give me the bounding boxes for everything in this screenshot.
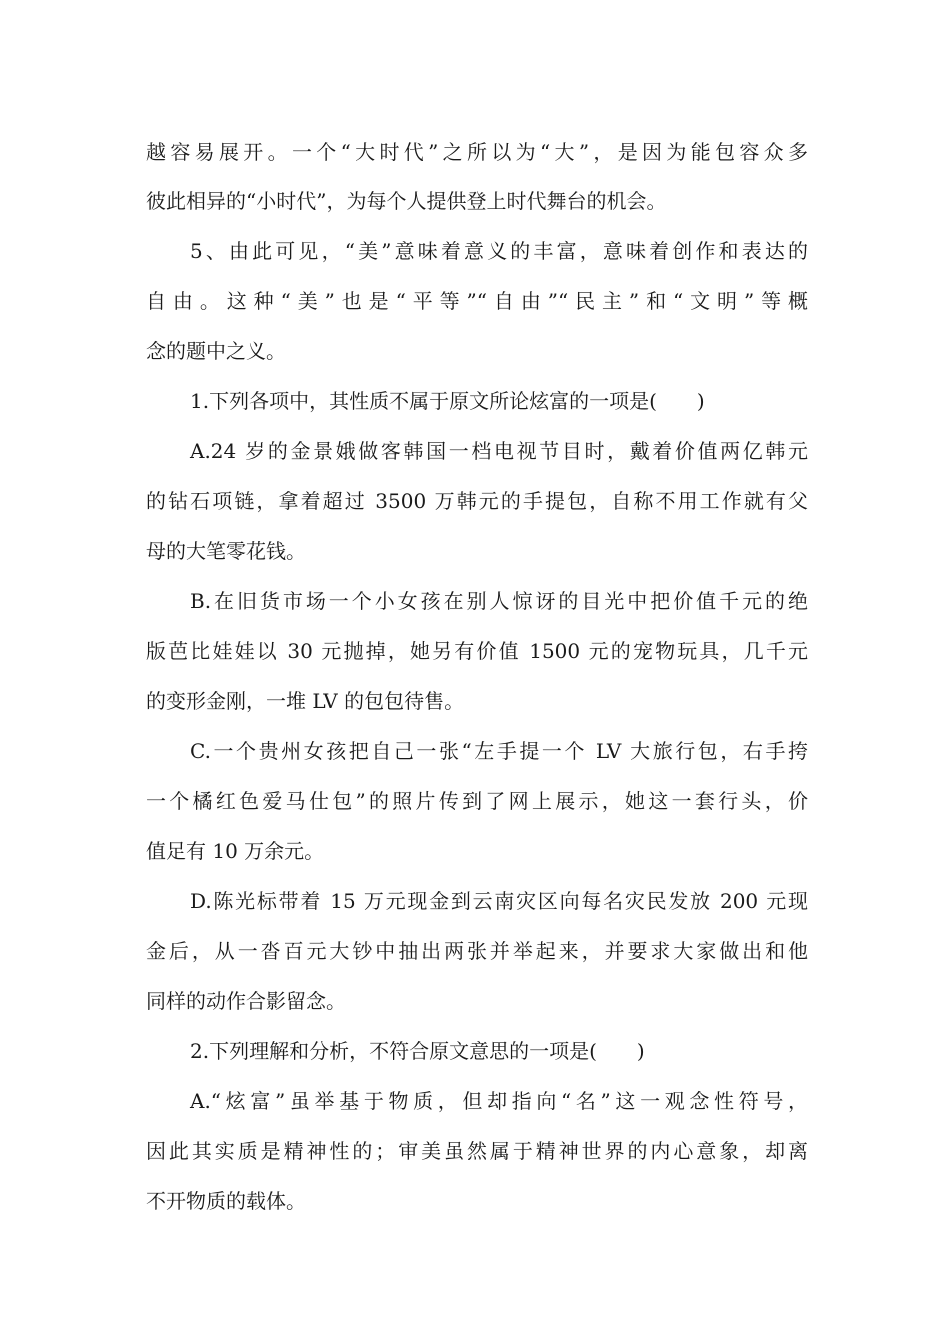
text-line: 同样的动作合影留念。 — [146, 989, 346, 1013]
question-1-option-d: D.陈光标带着 15 万元现金到云南灾区向每名灾民发放 200 元现 — [190, 889, 808, 913]
question-1-option-a: A.24 岁的金景娥做客韩国一档电视节目时，戴着价值两亿韩元 — [190, 439, 808, 463]
text-line: 的变形金刚，一堆 LV 的包包待售。 — [146, 689, 465, 713]
text-line: 5、由此可见，“美”意味着意义的丰富，意味着创作和表达的 — [190, 239, 808, 263]
text-line: 一个橘红色爱马仕包”的照片传到了网上展示，她这一套行头，价 — [146, 789, 808, 813]
question-1-option-c: C.一个贵州女孩把自己一张“左手提一个 LV 大旅行包，右手挎 — [190, 739, 808, 763]
text-line: 自由。这种“美”也是“平等”“自由”“民主”和“文明”等概 — [146, 289, 808, 313]
text-line: 不开物质的载体。 — [146, 1189, 306, 1213]
text-line: 念的题中之义。 — [146, 339, 286, 363]
text-line: 母的大笔零花钱。 — [146, 539, 306, 563]
text-line: 因此其实质是精神性的；审美虽然属于精神世界的内心意象，却离 — [146, 1139, 808, 1163]
text-line: 彼此相异的“小时代”，为每个人提供登上时代舞台的机会。 — [146, 189, 667, 213]
text-line: 的钻石项链，拿着超过 3500 万韩元的手提包，自称不用工作就有父 — [146, 489, 808, 513]
text-line: 版芭比娃娃以 30 元抛掉，她另有价值 1500 元的宠物玩具，几千元 — [146, 639, 808, 663]
text-line: 金后，从一沓百元大钞中抽出两张并举起来，并要求大家做出和他 — [146, 939, 808, 963]
question-1-option-b: B.在旧货市场一个小女孩在别人惊讶的目光中把价值千元的绝 — [190, 589, 808, 613]
question-2-stem: 2.下列理解和分析，不符合原文意思的一项是( ) — [190, 1039, 645, 1063]
question-2-option-a: A.“炫富”虽举基于物质，但却指向“名”这一观念性符号， — [190, 1089, 808, 1113]
text-line: 越容易展开。一个“大时代”之所以为“大”，是因为能包容众多 — [146, 140, 808, 164]
question-1-stem: 1.下列各项中，其性质不属于原文所论炫富的一项是( ) — [190, 389, 705, 413]
text-line: 值足有 10 万余元。 — [146, 839, 325, 863]
